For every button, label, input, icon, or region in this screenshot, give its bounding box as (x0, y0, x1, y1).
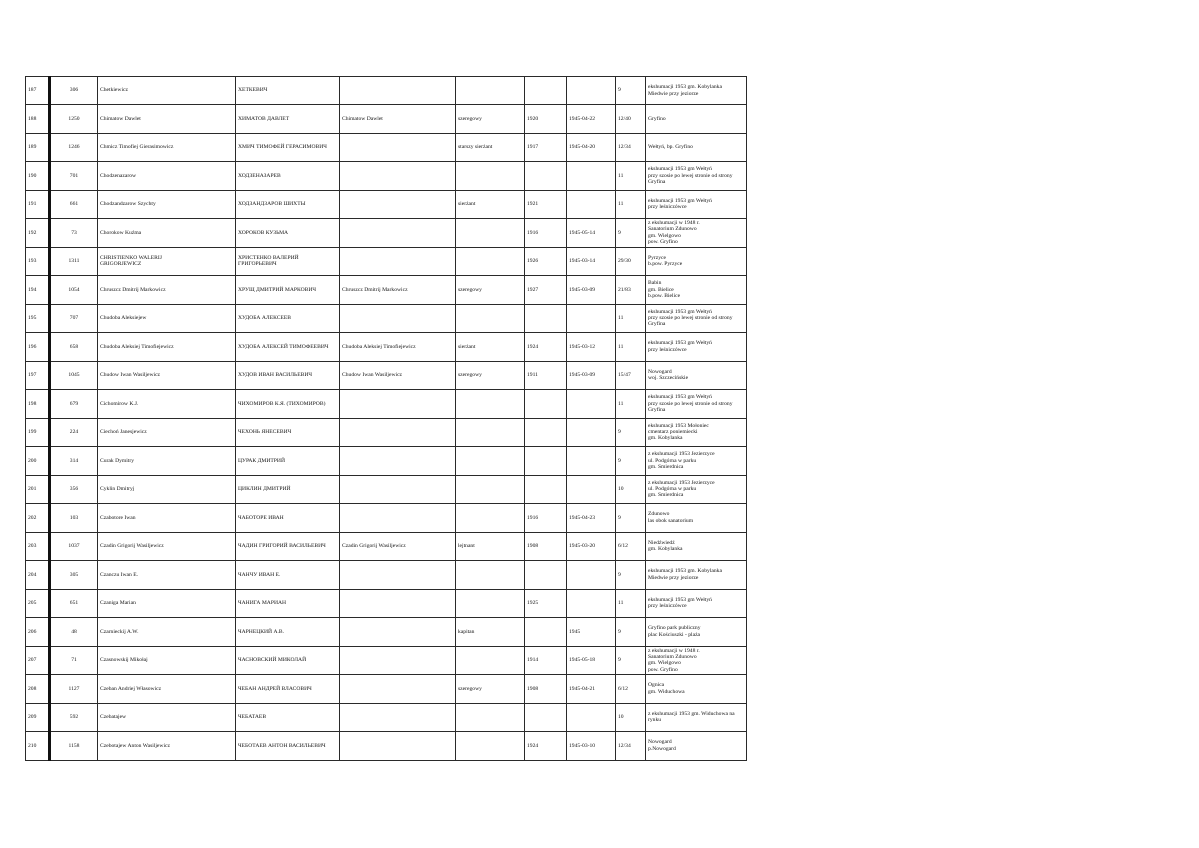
row-number: 187 (26, 77, 50, 105)
burial-place: Nowogard p.Nowogard (646, 732, 747, 761)
grave-number: 21/83 (616, 276, 646, 305)
death-date: 1945-05-14 (567, 219, 616, 248)
burial-place: ekshumacji 1953 gm Wełtyń przy szosie po lewej stronie od strony Gryfina (646, 390, 747, 419)
grave-number: 12/34 (616, 732, 646, 761)
table-row (26, 190, 747, 219)
birth-year: 1921 (525, 190, 567, 219)
row-number: 188 (26, 105, 50, 134)
table-row (26, 504, 747, 533)
name-latin: Curak Dymitry (98, 447, 236, 476)
name-cyrillic: ЧАНЧУ ИВАН Е. (236, 561, 340, 590)
record-number: 1045 (50, 361, 98, 390)
grave-number: 6/12 (616, 532, 646, 561)
record-number: 314 (50, 447, 98, 476)
row-number: 190 (26, 162, 50, 191)
military-rank (456, 589, 525, 618)
grave-number: 11 (616, 333, 646, 362)
record-number: 305 (50, 561, 98, 590)
table-row (26, 561, 747, 590)
birth-year: 1927 (525, 276, 567, 305)
name-original (340, 219, 456, 248)
table-row (26, 646, 747, 675)
record-number: 1311 (50, 247, 98, 276)
grave-number: 9 (616, 504, 646, 533)
military-rank (456, 77, 525, 105)
row-number: 196 (26, 333, 50, 362)
burial-place: Niedźwiedź gm. Kobylanka (646, 532, 747, 561)
grave-number: 11 (616, 304, 646, 333)
burial-place: ekshumacji 1953 gm. Kobylanka Miedwie przy jeziorze (646, 561, 747, 590)
military-rank: sierżant (456, 333, 525, 362)
grave-number: 11 (616, 190, 646, 219)
row-number: 202 (26, 504, 50, 533)
name-original: Chudow Iwan Wasiljewicz (340, 361, 456, 390)
military-rank: kapitan (456, 618, 525, 647)
name-latin: Czarnieckij A.W. (98, 618, 236, 647)
name-latin: Cichomirow K.J. (98, 390, 236, 419)
burial-register-table (25, 76, 747, 761)
burial-place: z ekshumacji 1953 Jezierzyce ul. Podgórna w parku gm. Smierdnica (646, 447, 747, 476)
death-date (567, 561, 616, 590)
table-row (26, 133, 747, 162)
record-number: 48 (50, 618, 98, 647)
row-number: 198 (26, 390, 50, 419)
record-number: 658 (50, 333, 98, 362)
name-latin: Czaniga Marian (98, 589, 236, 618)
name-original: Chimatow Dawlet (340, 105, 456, 134)
name-cyrillic: ЧЕБАН АНДРЕЙ ВЛАСОВИЧ (236, 675, 340, 704)
row-number: 199 (26, 418, 50, 447)
death-date: 1945-03-14 (567, 247, 616, 276)
birth-year: 1916 (525, 219, 567, 248)
name-latin: Ciechoń Janesjewicz (98, 418, 236, 447)
military-rank (456, 390, 525, 419)
birth-year (525, 418, 567, 447)
name-latin: Czadin Grigorij Wasiljewicz (98, 532, 236, 561)
table-row (26, 247, 747, 276)
burial-place: ekshumacji 1953 gm Wełtyń przy szosie po lewej stronie od strony Gryfina (646, 304, 747, 333)
record-number: 707 (50, 304, 98, 333)
military-rank: szeregowy (456, 675, 525, 704)
name-original (340, 247, 456, 276)
birth-year (525, 390, 567, 419)
name-cyrillic: ЧАРНЕЦКИЙ А.В. (236, 618, 340, 647)
row-number: 194 (26, 276, 50, 305)
row-number: 193 (26, 247, 50, 276)
name-original (340, 675, 456, 704)
military-rank: starszy sierżant (456, 133, 525, 162)
birth-year (525, 561, 567, 590)
name-original (340, 703, 456, 732)
row-number: 204 (26, 561, 50, 590)
name-original (340, 133, 456, 162)
grave-number: 10 (616, 703, 646, 732)
grave-number: 15/47 (616, 361, 646, 390)
row-number: 189 (26, 133, 50, 162)
record-number: 1037 (50, 532, 98, 561)
name-original (340, 447, 456, 476)
name-cyrillic: ХОДЗЕНАЗАРЕВ (236, 162, 340, 191)
burial-place: ekshumacji 1953 gm Wełtyń przy szosie po lewej stronie od strony Gryfina (646, 162, 747, 191)
death-date (567, 703, 616, 732)
birth-year: 1908 (525, 675, 567, 704)
birth-year (525, 77, 567, 105)
name-latin: Czebotajew Anton Wasiljewicz (98, 732, 236, 761)
death-date: 1945 (567, 618, 616, 647)
record-number: 71 (50, 646, 98, 675)
military-rank (456, 703, 525, 732)
death-date (567, 418, 616, 447)
name-latin: Czanczu Iwan E. (98, 561, 236, 590)
burial-place: ekshumacji 1953 Mołoniec cmentarz poniemiecki gm. Kobylanka (646, 418, 747, 447)
record-number: 701 (50, 162, 98, 191)
burial-place: ekshumacji 1953 gm. Kobylanka Miedwie przy jeziorze (646, 77, 747, 105)
military-rank (456, 162, 525, 191)
name-cyrillic: ХМИЧ ТИМОФЕЙ ГЕРАСИМОВИЧ (236, 133, 340, 162)
table-row (26, 618, 747, 647)
name-cyrillic: ХЕТКЕВИЧ (236, 77, 340, 105)
military-rank (456, 475, 525, 504)
grave-number: 9 (616, 418, 646, 447)
birth-year (525, 475, 567, 504)
name-latin: Chetkiewicz (98, 77, 236, 105)
name-latin: Czabotore Iwan (98, 504, 236, 533)
military-rank (456, 504, 525, 533)
name-latin: Chmicz Timofiej Gierasimowicz (98, 133, 236, 162)
burial-place: Pyrzyce b.pow. Pyrzyce (646, 247, 747, 276)
burial-place: ekshumacji 1953 gm Wełtyń przy leśniczówce (646, 333, 747, 362)
military-rank: szeregowy (456, 105, 525, 134)
name-original (340, 304, 456, 333)
name-cyrillic: ЧАНИГА МАРИАН (236, 589, 340, 618)
death-date: 1945-03-12 (567, 333, 616, 362)
military-rank (456, 646, 525, 675)
death-date: 1945-04-20 (567, 133, 616, 162)
birth-year: 1926 (525, 247, 567, 276)
birth-year: 1908 (525, 532, 567, 561)
death-date: 1945-05-18 (567, 646, 616, 675)
name-cyrillic: ХУДОВ ИВАН ВАСИЛЬЕВИЧ (236, 361, 340, 390)
record-number: 1127 (50, 675, 98, 704)
name-cyrillic: ЦУРАК ДМИТРИЙ (236, 447, 340, 476)
birth-year: 1920 (525, 105, 567, 134)
name-latin: Czeban Andriej Własowicz (98, 675, 236, 704)
record-number: 1158 (50, 732, 98, 761)
name-original (340, 475, 456, 504)
birth-year (525, 703, 567, 732)
death-date (567, 589, 616, 618)
military-rank: szeregowy (456, 276, 525, 305)
death-date (567, 190, 616, 219)
grave-number: 11 (616, 390, 646, 419)
row-number: 203 (26, 532, 50, 561)
death-date: 1945-04-22 (567, 105, 616, 134)
record-number: 661 (50, 190, 98, 219)
name-latin: Czebatajew (98, 703, 236, 732)
record-number: 679 (50, 390, 98, 419)
record-number: 224 (50, 418, 98, 447)
row-number: 195 (26, 304, 50, 333)
row-number: 192 (26, 219, 50, 248)
record-number: 1246 (50, 133, 98, 162)
grave-number: 9 (616, 561, 646, 590)
row-number: 197 (26, 361, 50, 390)
name-original (340, 77, 456, 105)
table-row (26, 675, 747, 704)
record-number: 306 (50, 77, 98, 105)
name-cyrillic: ХИМАТОВ ДАВЛЕТ (236, 105, 340, 134)
birth-year: 1924 (525, 732, 567, 761)
birth-year (525, 162, 567, 191)
name-cyrillic: ХРИСТЕНКО ВАЛЕРИЙ ГРИГОРЬЕВИЧ (236, 247, 340, 276)
military-rank (456, 732, 525, 761)
name-cyrillic: ЧЕБАТАЕВ (236, 703, 340, 732)
register-rows (26, 77, 747, 761)
burial-place: ekshumacji 1953 gm Wełtyń przy leśniczówce (646, 589, 747, 618)
grave-number: 12/40 (616, 105, 646, 134)
table-row (26, 589, 747, 618)
burial-place: Babin gm. Bielice b.pow. Bielice (646, 276, 747, 305)
burial-place: z ekshumacji 1953 Jezierzyce ul. Podgórna w parku gm. Smierdnica (646, 475, 747, 504)
record-number: 1054 (50, 276, 98, 305)
burial-place: Gryfino (646, 105, 747, 134)
row-number: 206 (26, 618, 50, 647)
name-latin: Chruszcz Dmitrij Markowicz (98, 276, 236, 305)
name-original (340, 561, 456, 590)
grave-number: 9 (616, 646, 646, 675)
grave-number: 12/34 (616, 133, 646, 162)
table-row (26, 361, 747, 390)
grave-number: 29/30 (616, 247, 646, 276)
name-latin: Chudow Iwan Wasiljewicz (98, 361, 236, 390)
birth-year: 1925 (525, 589, 567, 618)
name-original: Chudoba Aleksiej Timofiejewicz (340, 333, 456, 362)
name-original (340, 504, 456, 533)
name-original (340, 646, 456, 675)
name-original (340, 190, 456, 219)
table-row (26, 475, 747, 504)
table-row (26, 276, 747, 305)
name-latin: Chudoba Aleksiejew (98, 304, 236, 333)
table-row (26, 390, 747, 419)
name-latin: Chimatow Dawlet (98, 105, 236, 134)
record-number: 103 (50, 504, 98, 533)
birth-year: 1917 (525, 133, 567, 162)
military-rank (456, 219, 525, 248)
table-row (26, 532, 747, 561)
name-latin: Chudoba Aleksiej Timofiejewicz (98, 333, 236, 362)
burial-place: Gryfino park publiczny plac Kościuszki - plaża (646, 618, 747, 647)
table-row (26, 77, 747, 105)
death-date (567, 304, 616, 333)
death-date: 1945-03-09 (567, 361, 616, 390)
row-number: 200 (26, 447, 50, 476)
burial-place: z ekshumacji w 1948 r. Sanatorium Zdunowo gm. Wielgowo pow. Gryfino (646, 219, 747, 248)
military-rank (456, 561, 525, 590)
death-date: 1945-03-20 (567, 532, 616, 561)
table-row (26, 219, 747, 248)
death-date (567, 447, 616, 476)
birth-year (525, 618, 567, 647)
record-number: 651 (50, 589, 98, 618)
burial-place: z ekshumacji w 1948 r. Sanatorium Zdunowo gm. Wielgowo pow. Gryfino (646, 646, 747, 675)
name-original: Czadin Grigorij Wasiljewicz (340, 532, 456, 561)
burial-register-sheet (25, 76, 747, 761)
row-number: 210 (26, 732, 50, 761)
birth-year: 1924 (525, 333, 567, 362)
table-row (26, 162, 747, 191)
death-date (567, 162, 616, 191)
military-rank (456, 247, 525, 276)
name-latin: Czasnowskij Mikołaj (98, 646, 236, 675)
table-row (26, 447, 747, 476)
death-date (567, 475, 616, 504)
row-number: 209 (26, 703, 50, 732)
grave-number: 10 (616, 475, 646, 504)
table-row (26, 304, 747, 333)
name-cyrillic: ЧАСНОВСКИЙ МИКОЛАЙ (236, 646, 340, 675)
birth-year (525, 304, 567, 333)
name-original (340, 390, 456, 419)
name-latin: CHRISTIENKO WALERIJ GRIGORJEWICZ (98, 247, 236, 276)
name-latin: Cyklin Dmitryj (98, 475, 236, 504)
birth-year: 1911 (525, 361, 567, 390)
name-cyrillic: ХУДОБА АЛЕКСЕЙ ТИМОФЕЕВИЧ (236, 333, 340, 362)
death-date: 1945-03-10 (567, 732, 616, 761)
name-latin: Chorokow Kuźma (98, 219, 236, 248)
record-number: 592 (50, 703, 98, 732)
name-cyrillic: ЦИКЛИН ДМИТРИЙ (236, 475, 340, 504)
name-cyrillic: ЧИХОМИРОВ К.Я. (ТИХОМИРОВ) (236, 390, 340, 419)
grave-number: 9 (616, 447, 646, 476)
name-cyrillic: ЧЕХОНЬ ЯНЕСЕВИЧ (236, 418, 340, 447)
record-number: 356 (50, 475, 98, 504)
name-cyrillic: ХОДЗАНДЗАРОВ ШИХТЫ (236, 190, 340, 219)
name-latin: Chodzenazarow (98, 162, 236, 191)
name-original (340, 418, 456, 447)
name-original (340, 732, 456, 761)
table-row (26, 418, 747, 447)
name-original: Chruszcz Dmitrij Markowicz (340, 276, 456, 305)
grave-number: 9 (616, 77, 646, 105)
birth-year (525, 447, 567, 476)
row-number: 205 (26, 589, 50, 618)
burial-place: Zdunowo las obok sanatorium (646, 504, 747, 533)
burial-place: z ekshumacji 1953 gm. Widuchowa na rynku (646, 703, 747, 732)
name-original (340, 618, 456, 647)
grave-number: 6/12 (616, 675, 646, 704)
military-rank: sierżant (456, 190, 525, 219)
burial-place: ekshumacji 1953 gm Wełtyń przy leśniczówce (646, 190, 747, 219)
name-original (340, 162, 456, 191)
birth-year: 1916 (525, 504, 567, 533)
name-cyrillic: ХРУЩ ДМИТРИЙ МАРКОВИЧ (236, 276, 340, 305)
table-row (26, 703, 747, 732)
row-number: 207 (26, 646, 50, 675)
death-date (567, 390, 616, 419)
name-latin: Chodzandzarow Szychty (98, 190, 236, 219)
death-date: 1945-04-21 (567, 675, 616, 704)
record-number: 73 (50, 219, 98, 248)
military-rank: lejtnant (456, 532, 525, 561)
military-rank (456, 418, 525, 447)
name-cyrillic: ХОРОКОВ КУЗЬМА (236, 219, 340, 248)
name-cyrillic: ХУДОБА АЛЕКСЕЕВ (236, 304, 340, 333)
table-row (26, 732, 747, 761)
table-row (26, 333, 747, 362)
table-row (26, 105, 747, 134)
grave-number: 9 (616, 618, 646, 647)
row-number: 191 (26, 190, 50, 219)
burial-place: Nowogard woj. Szczecińskie (646, 361, 747, 390)
birth-year: 1914 (525, 646, 567, 675)
military-rank (456, 304, 525, 333)
military-rank (456, 447, 525, 476)
military-rank: szeregowy (456, 361, 525, 390)
grave-number: 9 (616, 219, 646, 248)
row-number: 201 (26, 475, 50, 504)
record-number: 1250 (50, 105, 98, 134)
death-date (567, 77, 616, 105)
burial-place: Wełtyń, bp. Gryfino (646, 133, 747, 162)
death-date: 1945-03-09 (567, 276, 616, 305)
name-cyrillic: ЧАДИН ГРИГОРИЙ ВАСИЛЬЕВИЧ (236, 532, 340, 561)
name-cyrillic: ЧАБОТОРЕ ИВАН (236, 504, 340, 533)
death-date: 1945-04-23 (567, 504, 616, 533)
grave-number: 11 (616, 162, 646, 191)
burial-place: Ognica gm. Widuchowa (646, 675, 747, 704)
name-original (340, 589, 456, 618)
name-cyrillic: ЧЕБОТАЕВ АНТОН ВАСИЛЬЕВИЧ (236, 732, 340, 761)
grave-number: 11 (616, 589, 646, 618)
row-number: 208 (26, 675, 50, 704)
